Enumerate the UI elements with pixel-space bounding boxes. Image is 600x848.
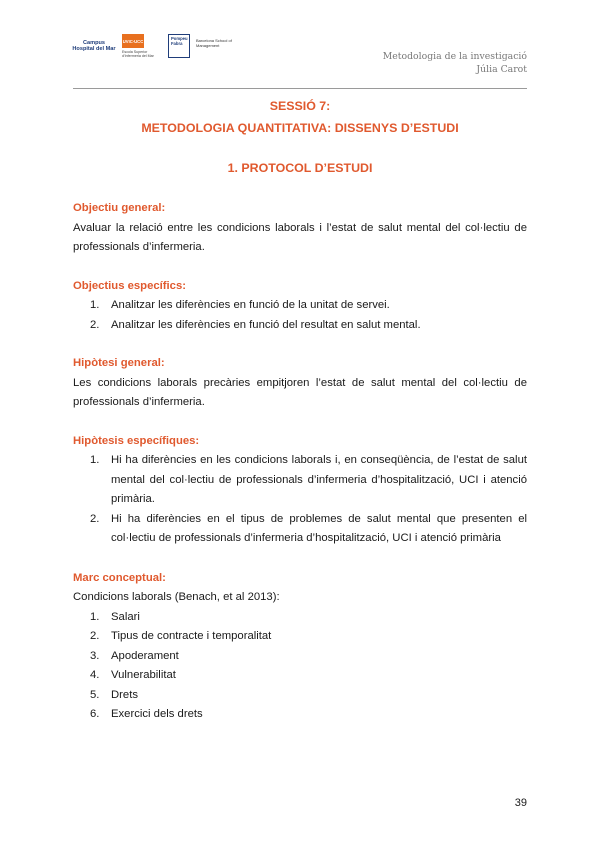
list-item-text: Hi ha diferències en les condicions laborals i, en conseqüència, de l’estat de salut mental del col·lectiu de professionals d’infermeria d’hospitalització, UCI i atenció primària. bbox=[111, 454, 527, 505]
text-objectiu-general: Avaluar la relació entre les condicions laborals i l’estat de salut mental del col·lectiu de professionals d’infermeria. bbox=[73, 221, 527, 253]
list-item bbox=[73, 316, 527, 336]
list-item-number: 4. bbox=[90, 669, 100, 681]
logo-uvic bbox=[122, 34, 162, 58]
list-item-number: 1. bbox=[90, 299, 100, 311]
list-item-text: Salari bbox=[111, 610, 140, 623]
list-item-text: Apoderament bbox=[111, 649, 179, 662]
list-hipotesis-especifiques bbox=[73, 451, 527, 549]
list-item-text: Analitzar les diferències en funció de la unitat de servei. bbox=[111, 299, 390, 311]
logo-bsm: Barcelona School of Management bbox=[196, 38, 232, 48]
list-item-number: 2. bbox=[90, 630, 100, 642]
heading-objectiu-general: Objectiu general: bbox=[73, 202, 166, 214]
logo-uvic-subtitle: Escola Superior d'Infermeria del Mar bbox=[122, 50, 154, 58]
list-item-text: Exercici dels drets bbox=[111, 708, 203, 720]
list-item bbox=[73, 686, 527, 706]
section-heading: 1. PROTOCOL D’ESTUDI bbox=[227, 161, 373, 175]
list-item bbox=[73, 608, 527, 628]
title-session: SESSIÓ 7: bbox=[269, 99, 331, 113]
list-item-number: 2. bbox=[90, 318, 100, 331]
heading-hipotesis-especifiques: Hipòtesis específiques: bbox=[73, 434, 200, 447]
list-item-text: Tipus de contracte i temporalitat bbox=[111, 630, 272, 642]
list-objectius-especifics bbox=[73, 296, 527, 335]
list-item-text: Drets bbox=[111, 688, 138, 701]
list-item bbox=[73, 510, 527, 549]
document-title bbox=[0, 95, 600, 139]
list-item bbox=[73, 451, 527, 510]
heading-objectius-especifics: Objectius específics: bbox=[73, 279, 187, 292]
page-number: 39 bbox=[514, 797, 527, 809]
author-name: Júlia Carot bbox=[476, 64, 527, 75]
list-item-number: 1. bbox=[90, 610, 100, 623]
logo-campus-hospital-del-mar: Campus Hospital del Mar bbox=[72, 40, 116, 52]
header-divider bbox=[73, 88, 527, 89]
list-condicions-laborals bbox=[73, 608, 527, 725]
list-item-number: 3. bbox=[90, 649, 100, 662]
course-name: Metodologia de la investigació bbox=[382, 51, 527, 62]
list-item-number: 5. bbox=[90, 688, 100, 701]
list-item-number: 1. bbox=[90, 454, 100, 466]
list-item bbox=[73, 296, 527, 316]
list-item-text: Analitzar les diferències en funció del resultat en salut mental. bbox=[111, 318, 421, 331]
list-item bbox=[73, 705, 527, 725]
text-hipotesi-general: Les condicions laborals precàries empitjoren l’estat de salut mental del col·lectiu de professionals d’infermeria. bbox=[73, 376, 527, 408]
header-logos bbox=[72, 34, 238, 74]
list-item bbox=[73, 647, 527, 667]
title-topic: METODOLOGIA QUANTITATIVA: DISSENYS D’ESTUDI bbox=[141, 121, 459, 135]
main-content bbox=[73, 199, 527, 725]
list-item-number: 6. bbox=[90, 708, 100, 720]
logo-uvic-mark: UVIC-UCC bbox=[122, 34, 144, 48]
logo-upf: Pompeu Fabra bbox=[168, 34, 190, 58]
list-item-number: 2. bbox=[90, 512, 100, 525]
list-item-text: Hi ha diferències en el tipus de problemes de salut mental que presenten el col·lectiu de professionals d’infermeria d’hospitalització, UCI i atenció primària bbox=[111, 512, 527, 544]
heading-marc-conceptual: Marc conceptual: bbox=[73, 571, 166, 584]
text-marc-conceptual-intro: Condicions laborals (Benach, et al 2013): bbox=[73, 591, 280, 603]
list-item-text: Vulnerabilitat bbox=[111, 669, 176, 681]
running-header bbox=[383, 50, 527, 76]
heading-hipotesi-general: Hipòtesi general: bbox=[73, 357, 165, 369]
list-item bbox=[73, 666, 527, 686]
list-item bbox=[73, 627, 527, 647]
